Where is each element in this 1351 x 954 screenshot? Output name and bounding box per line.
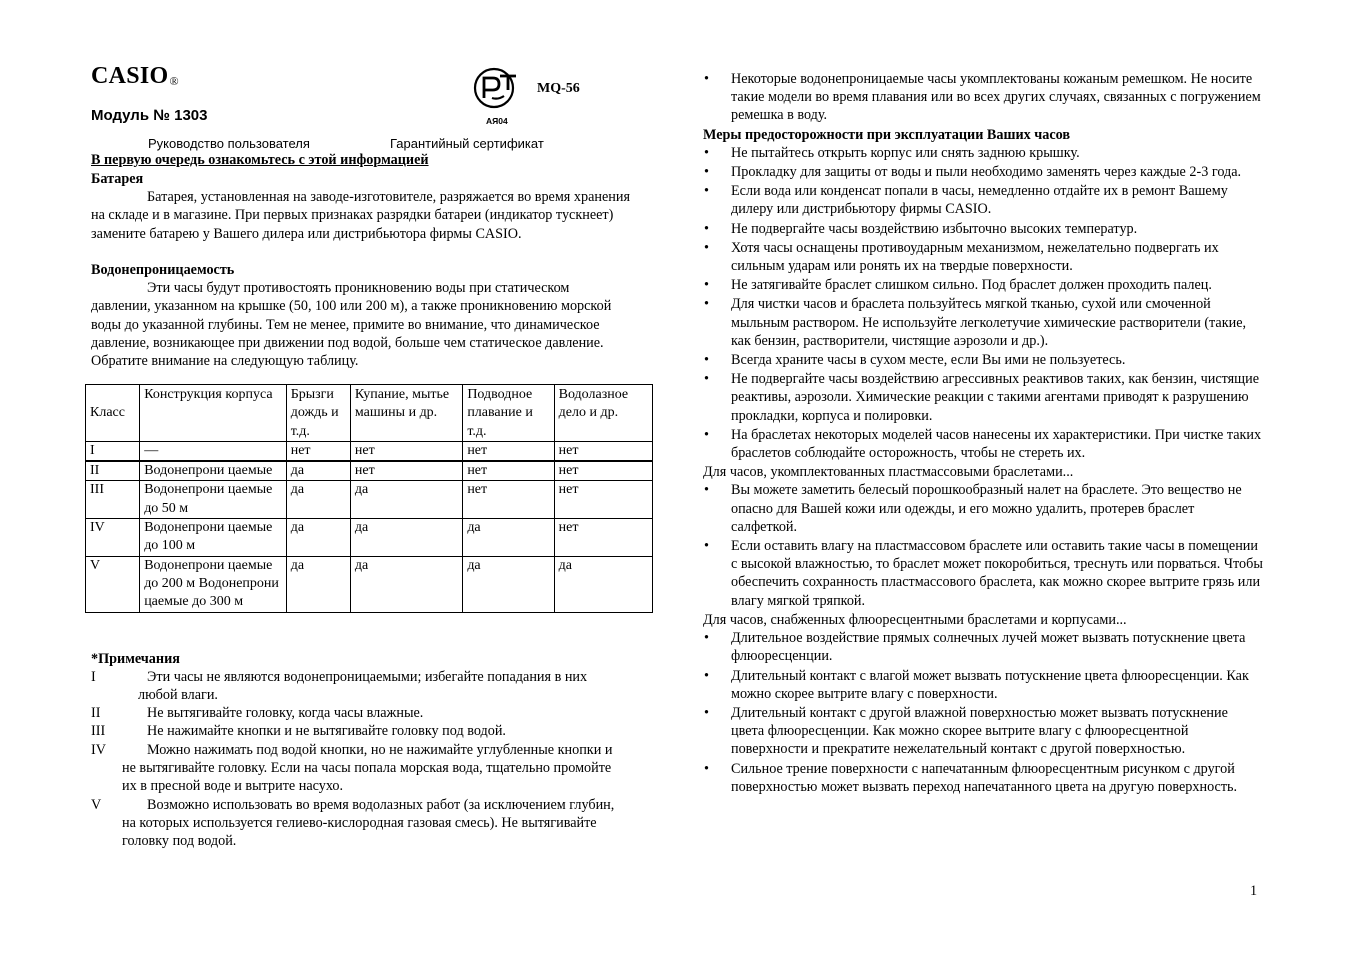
first-read-heading: В первую очередь ознакомьтесь с этой информацией [91, 152, 429, 168]
table-row [86, 441, 653, 461]
table-cell: нет [350, 461, 462, 481]
list-item: • Всегда храните часы в сухом месте, если Вы ими не пользуетесь. [703, 351, 1263, 369]
plastic-intro: Для часов, укомплектованных пластмассовыми браслетами... [703, 464, 1074, 481]
note-number: I [91, 669, 96, 685]
list-item: • Для чистки часов и браслета пользуйтесь мягкой тканью, сухой или смоченной мыльным раствором. Не используйте легколетучие химические растворители (такие, как бензин, растворители, чистящие аэрозоли и др.). [703, 295, 1263, 350]
table-cell: да [286, 481, 350, 519]
list-item: • Не пытайтесь открыть корпус или снять заднюю крышку. [703, 144, 1263, 162]
note-text: Не вытягивайте головку, когда часы влажные. [147, 705, 424, 721]
note-text: Можно нажимать под водой кнопки, но не нажимайте углубленные кнопки и не вытягивайте головку. Если на часы попала морская вода, тщательно промойте их в пресной воде и вытрите насухо. [122, 742, 613, 795]
list-item: • Сильное трение поверхности с напечатанным флюоресцентным рисунком с другой поверхностью может вызвать переход напечатанного цвета на другую поверхность. [703, 760, 1263, 796]
list-item: • Длительный контакт с влагой может вызвать потускнение цвета флюоресценции. Как можно скорее вытрите влагу с поверхности. [703, 667, 1263, 703]
table-cell: да [286, 519, 350, 557]
note-text: Не нажимайте кнопки и не вытягивайте головку под водой. [147, 723, 506, 739]
table-cell: нет [350, 441, 462, 461]
list-item: • Длительное воздействие прямых солнечных лучей может вызвать потускнение цвета флюоресценции. [703, 629, 1263, 665]
list-item: • Если вода или конденсат попали в часы, немедленно отдайте их в ремонт Вашему дилеру или дистрибьютору фирмы CASIO. [703, 182, 1263, 218]
table-cell: III [86, 481, 140, 519]
battery-text: Батарея, установленная на заводе-изготовителе, разряжается во время хранения на складе и в магазине. При первых признаках разрядки батареи (индикатор тускнеет) замените батарею у Вашего дилера или дистрибьютора фирмы CASIO. [91, 189, 630, 242]
module-number: Модуль № 1303 [91, 107, 208, 124]
note-item [91, 796, 616, 851]
note-text: Возможно использовать во время водолазных работ (за исключением глубин, на которых используется гелиево-кислородная газовая смесь). Не вытягивайте головку под водой. [122, 797, 615, 850]
table-cell: нет [554, 441, 652, 461]
precautions-heading: Меры предосторожности при эксплуатации Ваших часов [703, 126, 1071, 143]
table-cell: V [86, 556, 140, 612]
table-cell: да [286, 461, 350, 481]
page-number: 1 [1250, 883, 1258, 899]
table-header-cell: Класс [86, 385, 140, 442]
list-item: • Не подвергайте часы воздействию избыточно высоких температур. [703, 220, 1263, 238]
table-header-cell: Брызги дождь и т.д. [286, 385, 350, 442]
registered-mark: ® [169, 74, 179, 88]
water-resistance-section [91, 261, 631, 370]
list-item: • Не подвергайте часы воздействию агрессивных реактивов таких, как бензин, чистящие реактивы, аэрозоли. Химические реакции с такими агентами приводят к разрушению прокладки, корпуса и полировки. [703, 370, 1263, 425]
water-resistance-table [85, 384, 653, 613]
list-item: • Не затягивайте браслет слишком сильно. Под браслет должен проходить палец. [703, 276, 1263, 294]
table-cell: да [463, 556, 554, 612]
table-cell: да [350, 481, 462, 519]
battery-section [91, 170, 631, 243]
table-header-cell: Подводное плавание и т.д. [463, 385, 554, 442]
precautions-list [703, 144, 1263, 462]
certification-code: АЯ04 [486, 116, 508, 126]
notes-heading: *Примечания [91, 651, 180, 667]
table-cell: Водонепрони цаемые до 100 м [140, 519, 287, 557]
table-cell: Водонепрони цаемые [140, 461, 287, 481]
water-resistance-heading: Водонепроницаемость [91, 262, 235, 278]
table-header-cell: Водолазное дело и др. [554, 385, 652, 442]
water-resistance-text: Эти часы будут противостоять проникновению воды при статическом давлении, указанном на крышке (50, 100 или 200 м), а также проникновению морской воды до указанной глубины. Тем не менее, примите во внимание, что динамическое давление, возникающее при движении под водой, больше чем статическое давление. Обратите внимание на следующую таблицу. [91, 280, 612, 370]
fluorescent-list [703, 629, 1263, 796]
table-header-cell: Купание, мытье машины и др. [350, 385, 462, 442]
model-number: MQ-56 [537, 81, 580, 96]
list-item: • Хотя часы оснащены противоударным механизмом, нежелательно подвергать их сильным ударам или ронять их на твердые поверхности. [703, 239, 1263, 275]
note-number: II [91, 705, 101, 721]
plastic-list [703, 481, 1263, 609]
note-item [91, 722, 616, 740]
table-row [86, 481, 653, 519]
list-item: • Если оставить влагу на пластмассовом браслете или оставить такие часы в помещении с высокой влажностью, то браслет может покоробиться, треснуть или порваться. Чтобы обеспечить сохранность пластмассового браслета, как можно скорее вытрите грязь или влагу мягкой тряпкой. [703, 537, 1263, 610]
note-item [91, 704, 616, 722]
note-number: V [91, 797, 102, 813]
list-item: • Прокладку для защиты от воды и пыли необходимо заменять через каждые 2-3 года. [703, 163, 1263, 181]
note-text: Эти часы не являются водонепроницаемыми; избегайте попадания в них любой влаги. [138, 669, 588, 704]
note-item [91, 668, 616, 704]
table-cell: да [463, 519, 554, 557]
table-cell: нет [463, 441, 554, 461]
table-row [86, 519, 653, 557]
table-cell: IV [86, 519, 140, 557]
brand-logo [91, 63, 179, 90]
table-cell: — [140, 441, 287, 461]
user-manual-label: Руководство пользователя [148, 136, 310, 151]
right-column [703, 70, 1263, 797]
table-cell: да [554, 556, 652, 612]
table-cell: нет [463, 481, 554, 519]
table-cell: нет [286, 441, 350, 461]
table-cell: да [350, 556, 462, 612]
table-header-cell: Конструкция корпуса [140, 385, 287, 442]
table-row [86, 461, 653, 481]
list-item: • На браслетах некоторых моделей часов нанесены их характеристики. При чистке таких браслетов соблюдайте осторожность, чтобы не стереть их. [703, 426, 1263, 462]
battery-heading: Батарея [91, 171, 144, 187]
table-cell: нет [554, 519, 652, 557]
note-number: III [91, 723, 106, 739]
list-item: • Вы можете заметить белесый порошкообразный налет на браслете. Это вещество не опасно для Вашей кожи или одежды, и его можно удалить, протерев браслет салфеткой. [703, 481, 1263, 536]
table-cell: I [86, 441, 140, 461]
brand-name: CASIO [91, 63, 169, 89]
note-item [91, 741, 616, 796]
table-cell: нет [463, 461, 554, 481]
list-item: • Длительный контакт с другой влажной поверхностью может вызвать потускнение цвета флюоресценции. Как можно скорее вытрите влагу с флюоресцентной поверхности и прекратите нежелательный контакт с другой поверхностью. [703, 704, 1263, 759]
table-row [86, 556, 653, 612]
table-cell: да [286, 556, 350, 612]
table-header-row [86, 385, 653, 442]
table-cell: нет [554, 461, 652, 481]
list-item: • Некоторые водонепроницаемые часы укомплектованы кожаным ремешком. Не носите такие модели во время плавания или во всех других случаях, связанных с погружением ремешка в воду. [703, 70, 1263, 125]
table-cell: Водонепрони цаемые до 50 м [140, 481, 287, 519]
warranty-label: Гарантийный сертификат [390, 136, 544, 151]
table-cell: II [86, 461, 140, 481]
fluorescent-intro: Для часов, снабженных флюоресцентными браслетами и корпусами... [703, 611, 1127, 628]
note-number: IV [91, 742, 106, 758]
table-cell: нет [554, 481, 652, 519]
table-cell: да [350, 519, 462, 557]
table-cell: Водонепрони цаемые до 200 м Водонепрони цаемые до 300 м [140, 556, 287, 612]
